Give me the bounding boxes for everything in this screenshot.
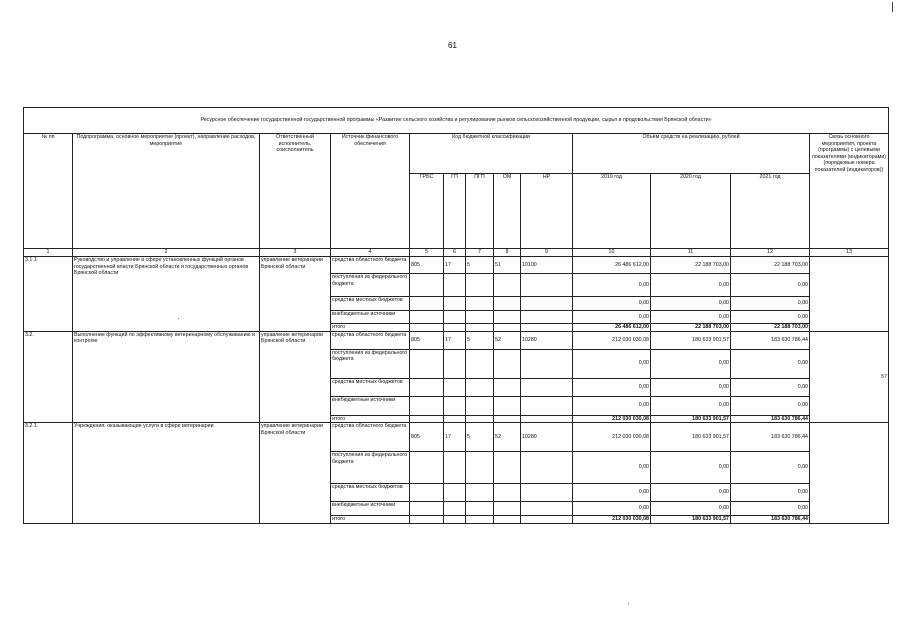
code-pgp <box>466 274 494 297</box>
header-grbs: ГРБС <box>410 174 444 249</box>
header-num: № пп <box>24 134 73 249</box>
amount-2021: 183 630 786,44 <box>731 423 810 452</box>
amount-2019: 212 030 030,08 <box>573 331 651 349</box>
funding-source: средства местных бюджетов <box>331 297 410 311</box>
code-om: 52 <box>494 331 521 349</box>
col-number: 10 <box>573 249 651 257</box>
header-2019: 2019 год <box>573 174 651 249</box>
amount-2020: 0,00 <box>651 502 731 516</box>
funding-source: средства областного бюджета <box>331 331 410 349</box>
code-grbs: 805 <box>410 423 444 452</box>
code-pgp <box>466 311 494 324</box>
amount-2019: 212 030 030,08 <box>573 423 651 452</box>
amount-2021: 0,00 <box>731 502 810 516</box>
code-grbs: 805 <box>410 257 444 274</box>
amount-2020: 180 633 901,57 <box>651 423 731 452</box>
table-title: Ресурсное обеспечение государственной государственной программы «Развитие сельского хозяйства и регулирование рынков сельскохозяйственной продукции, сырья и продовольствия Брянской области» <box>24 108 889 134</box>
code-nr <box>521 378 573 396</box>
col-number: 13 <box>810 249 889 257</box>
amount-2021: 183 630 786,44 <box>731 331 810 349</box>
code-om <box>494 349 521 378</box>
col-number: 2 <box>73 249 260 257</box>
code-pgp <box>466 378 494 396</box>
code-gp <box>444 311 466 324</box>
funding-source: итого <box>331 324 410 332</box>
code-gp <box>444 452 466 484</box>
indicator-link: 57 <box>810 331 889 423</box>
header-subprogram: Подпрограмма, основное мероприятие (проект), направление расходов, мероприятие <box>73 134 260 249</box>
amount-2020: 0,00 <box>651 311 731 324</box>
col-number: 12 <box>731 249 810 257</box>
code-pgp: 5 <box>466 331 494 349</box>
amount-2019: 0,00 <box>573 297 651 311</box>
amount-2019: 26 486 612,00 <box>573 324 651 332</box>
amount-2021: 0,00 <box>731 297 810 311</box>
code-pgp <box>466 516 494 524</box>
amount-2019: 212 030 030,08 <box>573 415 651 423</box>
code-gp <box>444 516 466 524</box>
scan-edge-mark <box>892 2 893 12</box>
header-volume: Объём средств на реализацию, рублей <box>573 134 810 174</box>
amount-2021: 0,00 <box>731 484 810 502</box>
header-executor: Ответственный исполнитель, соисполнитель <box>260 134 331 249</box>
col-number: 6 <box>444 249 466 257</box>
amount-2021: 22 188 703,00 <box>731 324 810 332</box>
amount-2019: 0,00 <box>573 311 651 324</box>
amount-2020: 0,00 <box>651 349 731 378</box>
code-nr <box>521 396 573 415</box>
col-number: 9 <box>521 249 573 257</box>
code-om <box>494 452 521 484</box>
executor: управление ветеринарии Брянской области <box>260 423 331 524</box>
header-nr: НР <box>521 174 573 249</box>
code-om <box>494 484 521 502</box>
code-nr <box>521 516 573 524</box>
code-pgp <box>466 484 494 502</box>
code-om: 51 <box>494 257 521 274</box>
code-grbs <box>410 484 444 502</box>
code-om <box>494 274 521 297</box>
amount-2020: 0,00 <box>651 452 731 484</box>
executor: управление ветеринарии Брянской области <box>260 257 331 332</box>
code-gp: 17 <box>444 257 466 274</box>
row-number: 3.2.1. <box>24 423 73 524</box>
code-nr <box>521 349 573 378</box>
code-nr <box>521 297 573 311</box>
amount-2019: 0,00 <box>573 378 651 396</box>
funding-source: средства местных бюджетов <box>331 484 410 502</box>
code-grbs <box>410 516 444 524</box>
code-nr <box>521 415 573 423</box>
amount-2020: 180 633 901,57 <box>651 516 731 524</box>
code-pgp <box>466 502 494 516</box>
funding-source: поступления из федерального бюджета <box>331 274 410 297</box>
code-nr: 10280 <box>521 331 573 349</box>
code-grbs <box>410 415 444 423</box>
measure-name: Учреждения, оказывающие услуги в сфере ветеринарии <box>73 423 260 524</box>
amount-2019: 212 030 030,08 <box>573 516 651 524</box>
code-pgp <box>466 324 494 332</box>
col-number: 8 <box>494 249 521 257</box>
funding-source: поступления из федерального бюджета <box>331 349 410 378</box>
code-om <box>494 396 521 415</box>
col-number: 4 <box>331 249 410 257</box>
code-nr <box>521 502 573 516</box>
code-grbs <box>410 502 444 516</box>
measure-name: Выполнение функций по эффективному ветеринарному обслуживанию и контролю <box>73 331 260 423</box>
code-gp <box>444 502 466 516</box>
header-pgp: ПГП <box>466 174 494 249</box>
amount-2020: 22 188 703,00 <box>651 324 731 332</box>
code-nr: 10280 <box>521 423 573 452</box>
amount-2021: 0,00 <box>731 452 810 484</box>
funding-source: средства местных бюджетов <box>331 378 410 396</box>
code-gp <box>444 324 466 332</box>
code-gp <box>444 349 466 378</box>
page-number: 61 <box>448 41 457 50</box>
code-grbs <box>410 274 444 297</box>
code-gp <box>444 378 466 396</box>
funding-source: средства областного бюджета <box>331 423 410 452</box>
amount-2019: 0,00 <box>573 274 651 297</box>
header-om: ОМ <box>494 174 521 249</box>
amount-2021: 0,00 <box>731 378 810 396</box>
header-kbk: Код бюджетной классификации <box>410 134 573 174</box>
executor: управление ветеринарии Брянской области <box>260 331 331 423</box>
amount-2021: 0,00 <box>731 396 810 415</box>
amount-2021: 0,00 <box>731 349 810 378</box>
code-om <box>494 311 521 324</box>
amount-2019: 0,00 <box>573 396 651 415</box>
funding-source: внебюджетные источники <box>331 311 410 324</box>
table-row <box>24 257 889 274</box>
code-grbs <box>410 311 444 324</box>
code-gp: 17 <box>444 423 466 452</box>
code-grbs <box>410 378 444 396</box>
code-pgp: 5 <box>466 423 494 452</box>
amount-2021: 22 188 703,00 <box>731 257 810 274</box>
code-pgp <box>466 415 494 423</box>
code-nr <box>521 324 573 332</box>
resource-table-wrapper <box>23 107 888 524</box>
row-number: 3.2. <box>24 331 73 423</box>
code-pgp <box>466 396 494 415</box>
col-number: 1 <box>24 249 73 257</box>
amount-2021: 0,00 <box>731 274 810 297</box>
code-gp: 17 <box>444 331 466 349</box>
title-row <box>24 108 889 134</box>
code-om <box>494 378 521 396</box>
code-om <box>494 502 521 516</box>
col-number: 5 <box>410 249 444 257</box>
indicator-link <box>810 257 889 332</box>
col-number: 7 <box>466 249 494 257</box>
column-number-row <box>24 249 889 257</box>
amount-2021: 183 630 786,44 <box>731 516 810 524</box>
funding-source: внебюджетные источники <box>331 502 410 516</box>
code-nr <box>521 452 573 484</box>
code-pgp <box>466 297 494 311</box>
amount-2020: 0,00 <box>651 484 731 502</box>
code-gp <box>444 274 466 297</box>
code-grbs <box>410 452 444 484</box>
resource-table <box>23 107 889 524</box>
amount-2019: 0,00 <box>573 349 651 378</box>
table-row <box>24 331 889 349</box>
code-grbs: 805 <box>410 331 444 349</box>
code-nr <box>521 311 573 324</box>
table-row <box>24 423 889 452</box>
measure-name: Руководство и управление в сфере установленных функций органов государственной власти Брянской области и государственных органов Брянской области <box>73 257 260 332</box>
code-grbs <box>410 349 444 378</box>
amount-2020: 22 188 703,00 <box>651 257 731 274</box>
funding-source: итого <box>331 516 410 524</box>
code-nr <box>521 274 573 297</box>
header-row <box>24 134 889 174</box>
amount-2019: 0,00 <box>573 502 651 516</box>
amount-2020: 0,00 <box>651 396 731 415</box>
code-grbs <box>410 324 444 332</box>
header-2020: 2020 год <box>651 174 731 249</box>
code-grbs <box>410 396 444 415</box>
code-gp <box>444 396 466 415</box>
code-pgp: 5 <box>466 257 494 274</box>
indicator-link <box>810 423 889 524</box>
amount-2019: 0,00 <box>573 484 651 502</box>
row-number: 3.1.1. <box>24 257 73 332</box>
funding-source: внебюджетные источники <box>331 396 410 415</box>
code-gp <box>444 415 466 423</box>
amount-2020: 180 633 901,57 <box>651 415 731 423</box>
code-om <box>494 415 521 423</box>
code-pgp <box>466 349 494 378</box>
code-grbs <box>410 297 444 311</box>
funding-source: поступления из федерального бюджета <box>331 452 410 484</box>
header-source: Источник финансового обеспечения <box>331 134 410 249</box>
col-number: 11 <box>651 249 731 257</box>
amount-2021: 183 630 786,44 <box>731 415 810 423</box>
amount-2020: 0,00 <box>651 378 731 396</box>
scan-speck <box>628 603 629 604</box>
code-nr <box>521 484 573 502</box>
amount-2021: 0,00 <box>731 311 810 324</box>
header-gp: ГП <box>444 174 466 249</box>
header-link: Связь основного мероприятия, проекта (программы) с целевыми показателями (индикаторами) (порядковые номера показателей (индикаторов)) <box>810 134 889 249</box>
amount-2020: 0,00 <box>651 297 731 311</box>
code-om <box>494 324 521 332</box>
amount-2019: 0,00 <box>573 452 651 484</box>
funding-source: итого <box>331 415 410 423</box>
header-2021: 2021 год <box>731 174 810 249</box>
amount-2020: 0,00 <box>651 274 731 297</box>
funding-source: средства областного бюджета <box>331 257 410 274</box>
code-gp <box>444 297 466 311</box>
amount-2020: 180 633 901,57 <box>651 331 731 349</box>
col-number: 3 <box>260 249 331 257</box>
code-om <box>494 297 521 311</box>
code-gp <box>444 484 466 502</box>
amount-2019: 26 486 612,00 <box>573 257 651 274</box>
code-om <box>494 516 521 524</box>
code-nr: 10100 <box>521 257 573 274</box>
code-om: 52 <box>494 423 521 452</box>
code-pgp <box>466 452 494 484</box>
